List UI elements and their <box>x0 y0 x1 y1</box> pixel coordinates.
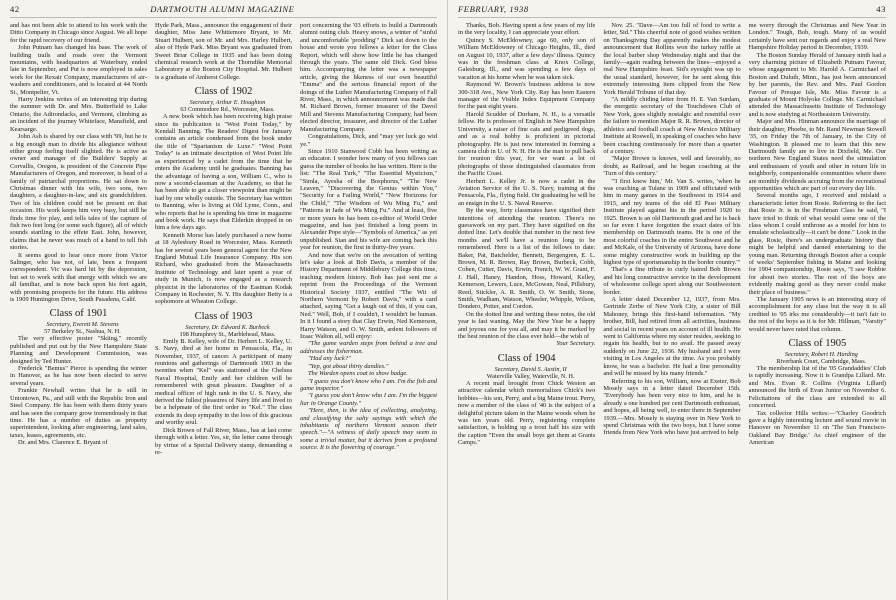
paragraph: Emily B. Kelley, wife of Dr. Herbert L. Kelley, U. S. Navy, died at her home in Pensacola, Fla., in November, 1937, of cancer. A participant of many reunions and gatherings of Dartmouth 1903 in the twenties when "Kel" was stationed at the Chelsea Naval Hospital, Emily and her children will be remembered with great pleasure. Daughter of a medical officer of high rank in the U. S. Navy, she derived the fullest pleasures of Navy life and lived to be a helpmate of the first order to "Kel." The class extends its deep sympathy in the loss of this gracious and worthy soul. <box>155 337 292 427</box>
paragraph: Thanks, Bob. Having spent a few years of my life in the very locality, I can appreciate your effort. <box>458 22 596 37</box>
secretary-address: Waterville Valley, Waterville, N. H. <box>486 372 575 380</box>
class-heading: Class of 1905 <box>788 338 847 350</box>
paragraph: Dick Brown of Fall River, Mass., has at last come through with a letter. Yes, sir, the letter came through by virtue of a Special Delivery stamp, demanding a re- <box>155 426 292 456</box>
secretary-address: Riverbank Court, Cambridge, Mass. <box>776 358 867 366</box>
quote-paragraph: "Had any luck?" <box>308 355 351 363</box>
column-group <box>10 22 437 597</box>
paragraph: port concerning the '03 efforts to build a Dartmouth alumni outing club. Heavy snows, a winter of "sinful and uncomfortable 'prodding'" Dick sat down to the house and wrote you fellows a letter for the Class Report, which will show how little he has changed through the years. The same old Dick. God bless him. Accompanying the letter was a newspaper article, giving the likeness of our own beautiful "Emma" and the serious financial report of the doings of the Luther Manufacturing Company of Fall River, Mass., in which announcement was made that M. Richard Brown, former treasurer of the Davol Mill and Stevens Manufacturing Company, had been elected director, treasurer, and director of the Luther Manufacturing Company. <box>300 22 437 133</box>
quote-paragraph: "Yep, got about thirty dandies." <box>308 362 389 370</box>
paragraph: Raymond W. Brown's business address is now 300-318 Ave., New York City. Ray has been Eastern manager of the Visible Index Equipment Company for the past eight years. <box>458 81 596 111</box>
signoff: Your Secretary. <box>556 340 596 348</box>
paragraph: Nov. 25. "Dave—Am too full of food to write a letter, Sid." This cheerful note of good wishes written on Thanksgiving Day apparently makes the modest announcement that Rollins won the turkey raffle at the local barber shop Wednesday night and that the family—again reading between the lines—enjoyed a real New Hampshire feast. Sid's eyesight was up to the usual standard, however, for he sent along this extremely interesting item clipped from the New York Herald Tribune of that day. <box>603 22 741 96</box>
paragraph: A letter dated December 12, 1937, from Mrs. Gertrude Zerbe of New York City, a sister of Bill Mahoney, brings this first-hand information. "My brother, Bill, had retired from all activities, business and social in recent years on account of ill health. He went to California where my sister resides, seeking to regain his health, but to no avail. He passed away suddenly on June 22, 1936. My husband and I were visiting in Los Angeles at the time. As you probably know, he was a bachelor. He had a fine personality and will be missed by his many friends." <box>603 296 741 378</box>
column-group <box>458 22 886 597</box>
paragraph: and has not been able to attend to his work with the Ditto Company in Chicago since August. We all hope for the rapid recovery of our friend. <box>10 22 147 44</box>
right-page <box>448 0 896 600</box>
running-head <box>10 4 437 18</box>
paragraph: Harry Jenkins writes of an interesting trip during the summer with Dr. and Mrs. Butterfield to Lake Ontario, the Adirondacks, and Vermont, climbing as an incident of the journey Whiteface, Mansfield, and Kearsarge. <box>10 96 147 133</box>
paragraph: Herbert L. Kelley Jr. is now a cadet in the Aviation Service of the U. S. Navy, training at the Pensacola, Fla., flying field. On graduating he will be an ensign in the U. S. Naval Reserve. <box>458 177 596 207</box>
secretary-address: 198 Humphrey St., Marblehead, Mass. <box>179 330 276 338</box>
paragraph: Several months ago, I received and mislaid a characteristic letter from Rosie. Referring to the fact that Rosie Jr. is in the Freshman Class he said, "I have tried to think of what would some one of the class whom I could enthrone as a model for him to emulate scholastically—it can't be done." Look in the glass, Rosie, there's an undergraduate history that might be helpful and darned entertaining to the young man. Returning through Boston after a couple of weeks' September fishing in Maine and looking for 1904 companionship, Rosie says, "I saw Robbie for about two stories. The rest of the boys are evidently making good as they never could make their place of business." <box>748 192 886 296</box>
class-secretary: Secretary, Dr. Edward K. Burbeck <box>185 323 270 331</box>
column-1 <box>458 22 595 597</box>
paragraph: Frankie Newhall writes that he is still in Uniontown, Pa., and still with the Republic Iron and Steel Company. He has been with them thirty years and has seen the company grow tremendously in that time. He has a number of duties as property superintendent, looking after engineering, land sales, taxes, leases, agreements, etc. <box>10 387 147 439</box>
class-secretary: Secretary, Everett M. Stevens <box>46 321 119 329</box>
secretary-address: 63 Commodore Rd., Worcester, Mass. <box>180 106 275 114</box>
class-heading: Class of 1903 <box>194 310 253 322</box>
paragraph: Tax collector Hills writes:—"Charley Goodrich gave a highly interesting lecture and sound movie in Hanover on November 11 on 'The San Francisco-Oakland Bay Bridge.' As chief engineer of the American <box>748 409 886 447</box>
paragraph: Dr. and Mrs. Clarence E. Bryant of <box>18 439 108 447</box>
paragraph: Quincy S. McEldowney, age 60, only son of William McEldowney of Chicago Heights, Ill., died on August 10, 1937, after a few days' illness. Quincy was in the freshman class at Knox College, Galesburg, Ill., and was spending a few days of vacation at his home when he was taken sick. <box>458 36 596 81</box>
paragraph: John Ash is shared by our class with '99, but he is a big enough man to divide his allegiance without either group feeling itself slighted. He is active as owner and manager of the Builders' Supply at Corvallis, Oregon, is president of the Concrete Pipe Manufacturers of Oregon, and moreover, is head of a family of patriarchal proportions. He sat down to Christmas dinner with his wife, two sons, two daughters, a daughter-in-law, and six grandchildren. Two of his children could not be present on that occasion. His work keeps him very busy, but still he finds time for play, and tells tales of the capture of fish two feet long (or some such figure), all of which sounds startling to the effete East. John, however, claims that he never was much of a hand to tell fish stories. <box>10 133 147 252</box>
class-heading: Class of 1901 <box>49 308 108 320</box>
paragraph: Kenneth Morse has lately purchased a new home at 18 Aylesbury Road in Worcester, Mass. Kenneth has for several years been general agent for the New England Mutual Life Insurance Company. His son Richard, who graduated from the Massachusetts Institute of Technology and later spent a year of study in Munich, is now engaged as a research physicist in the laboratories of the Eastman Kodak Company in Rochester, N. Y. His daughter Betty is a sophomore at Wheaton College. <box>155 231 292 306</box>
paragraph: The very effective poster "Skiing," recently published and put out by the New Hampshire State Planning and Development Commission, was designed by Ted Hunter. <box>10 335 147 365</box>
paragraph: "Major Brown is known, well and favorably, no doubt, as Railroad, and he began coaching at the 'Turn of this century.' <box>603 155 741 178</box>
paragraph: Since 1910 Stanwood Cobb has been writing as an educator. I wonder how many of you fellows can guess the number of books he has written. Here is the list: "The Real Turk," "The Essential Mysticism," "Simla, Ayesha of the Bosphorus," "The New Leaven," "Discovering the Genius within You," "Security for a Failing World," "New Horizons for the Child," "The Wisdom of Wu Ming Fu," and "Patterns in Jade of Wu Ming Fu." And at least, five or more years he has been co-editor of World Order magazine, and has just finished a long poem in Alexander Pope style—"Symbols of America," as yet unpublished. Stan and his wife are coming back this year for reunion, the first in thirty-five years. <box>300 147 437 252</box>
running-title: DARTMOUTH ALUMNI MAGAZINE <box>150 4 295 14</box>
paragraph: Congratulations, Dick, and "may yer luck go wid ye." <box>300 133 437 148</box>
running-head <box>458 4 886 18</box>
paragraph: The January 1905 news is an interesting story of accomplishment for any class but the way it is all credited to '05 irks me considerably—it isn't fair to the rest of the boys as it is for Mr. Hillman, "Varsity" would never have rated that column. <box>748 296 886 333</box>
column-2 <box>603 22 740 597</box>
class-heading: Class of 1904 <box>497 352 556 364</box>
paragraph: Referring to his son, William, now at Exeter, Bob Mosely says in a letter dated December 15th. "Everybody has been very nice to him, and he is already a one hundred per cent Dartmouth enthusiast, and hopes, all being well, to enter there in September 1939.—Mrs. Mosely is staying over in New York to spend Christmas with the two boys, but I have some friends from New York who have just arrived to help <box>603 377 741 437</box>
column-1 <box>10 22 147 597</box>
paragraph: And now that we're on the avocation of writing let's take a look at Bob Davis, a member of the History Department of Middlebury College this time, teaching modern history. Bob has just sent me a reprint from the Proceedings of the Vermont Historical Society 1937, entitled "The Wit of Northern Vermont by Robert Davis," with a card attached, saying "Get a laugh out of this, if you can, Ned." Well, Bob, if I couldn't, I wouldn't be human. In it I found a story that Clay Erwin, Ned Kemerson, Harry Watson, and O. W. Smith, ardent followers of Izaac Walton all, will enjoy: <box>300 251 437 341</box>
quote-paragraph: "I guess you don't know who I am. I'm the biggest liar in Orange County." <box>300 392 437 407</box>
page-number: 43 <box>876 4 886 14</box>
paragraph: It seems good to hear once more from Victor Salinger, who has not, of late, been a frequent correspondent. Vic was hard hit by the depression, but set to work with that energy with which we are all familiar, and is now back upon his feet again, with promising prospects for the future. His address is 1909 Huntington Drive, South Pasadena, Calif. <box>10 251 147 304</box>
column-2 <box>155 22 292 597</box>
class-secretary: Secretary, Arthur E. Houghton <box>189 99 266 107</box>
paragraph: By the way, forty classmates have signified their intentions of attending the reunion. There's no guesswork on my part. They have signified on the dotted line. Let's double that number in the next few months and we'll have a reunion long to be remembered. Here is a list of the fellows to date: Baker, Pat, Batchelder, Bennett, Bergengren, E. L. Brown, M. R. Brown, Ray Brown, Burbeck, Cobb, Cohen, Cutter, Davis, Erwin, French, W. W. Grant, F. J. Hall, Haney, Handon, Hoss, Howard, Kelley, Kemerson, Lewers, Luce, McGowan, Neal, Pillsbury, Reed, Stickler, A. R. Smith, O. W. Smith, Stone, Smith, Wadham, Watson, Wheeler, Whipple, Wilson, Dondero, Potter, and Cordon. <box>458 207 596 311</box>
column-3 <box>749 22 886 597</box>
paragraph: me worry through the Christmas and New Year in London." Tough, Bob, tough. Many of us would certainly have sent our regards and enjoy a real New Hampshire Holiday period in December, 1939. <box>748 22 886 52</box>
paragraph: The Boston Sunday Herald of January ninth had a very charming picture of Elizabeth Putnam Favour, whose engagement to Mr. Harold A. Carmichael of Boston and Duluth, Minn., has just been announced by her parents, the Rev. and Mrs. Paul Gordon Favour of Presque Isle, Me. Miss Favour is a graduate of Mount Holyoke College. Mr. Carmichael attended the Massachusetts Institute of Technology and is now studying at Northeastern University. <box>748 51 886 118</box>
paragraph: Hyde Park, Mass., announce the engagement of their daughter, Miss Jane Whittemore Bryant, to Mr. Stuart Hulbert, son of Mr. and Mrs. Harley Hulbert, also of Hyde Park. Miss Bryant was graduated from Sweet Briar College in 1935 and has been doing chemical research work at the Thorndike Memorial Laboratory at the Boston City Hospital. Mr. Hulbert is a graduate of Amherst College. <box>155 22 292 81</box>
running-title: FEBRUARY, 1938 <box>458 4 529 14</box>
paragraph: That's a fine tribute to curly haired Bob Brown and his long constructive service in the development of wholesome college sport along our Southwestern border. <box>603 266 741 296</box>
quote-paragraph: The Warden opens coat to show badge. <box>308 370 408 378</box>
paragraph: Harold Scudder of Durham, N. H., is a versatile fellow. He is professor of English in New Hampshire University, a raiser of fine cats and pedigreed dogs, and as a real hobby is proficient in pictorial photography. He is just now interested in forming a camera club in U. of N. H. He is the man to pull back for reunion this year, for we want a lot of photographs of those distinguished classmates from the Pacific Coast. <box>458 110 596 178</box>
page-number: 42 <box>10 4 20 14</box>
paragraph: Major and Mrs. Hinman announce the marriage of their daughter, Phoebe, to Mr. Rand Newman Stowell '35, on Friday the 7th of January, in the City of Washington. It pleased me to learn that this new Dartmouth family are to live in Dixfield, Me. Our northern New England States need the stimulation and enthusiasm of youth and other in return life in neighborly, companionable communities where there are monthly dividends accruing from the recreational opportunities which are part of our every day life. <box>748 118 886 192</box>
class-secretary: Secretary, David S. Austin, II <box>494 365 567 373</box>
paragraph: A new book which has been receiving high praise since its publication is "West Point Today," by Kendall Banning. The Readers' Digest for January contains an article condensed from the book under the title of "Spartanism de Luxe." "West Point Today" is an intimate description of West Point life as experienced by a cadet from the time that he enters the Academy until he graduates. Banning has the advantage of having a son, William C., who is now a second-classman at the Academy, so that he has been able to get a closer viewpoint than might be had by one wholly outside. The Secretary has written to Banning, who is living at Old Lyme, Conn., and who reports that he is spending his time in magazine and book work. He says that Elderkin dropped in on him a few days ago. <box>155 113 292 232</box>
class-heading: Class of 1902 <box>194 86 253 98</box>
quote-paragraph: "I guess you don't know who I am. I'm the fish and game inspector." <box>300 377 437 392</box>
paragraph: Frederick "Bemus" Pierce is spending the winter in Hanover, as he has now been elected to serve several years. <box>10 365 147 387</box>
paragraph: A recent mail brought from Chick Weston an attractive calendar which memorializes Chick's two hobbies—his son, Perry, and a big Maine trout. Perry, now a member of the class of '40 is the subject of a delightful picture taken in the Maine woods when he was ten years old. Perry, registering complete satisfaction, is holding up a trout half his size with the caption "Even the small boys get them at Grants Camps." <box>458 379 596 447</box>
class-secretary: Secretary, Robert H. Harding <box>784 351 858 359</box>
quote-paragraph: "The game warden steps from behind a tree and addresses the fisherman. <box>300 340 437 355</box>
paragraph: "'I first knew him,' Mr. Van S. writes, 'when he was coaching at Tulane in 1909 and officiated with him in many games in the Southwest in 1914 and 1915, and my teams of the old El Paso Military Institute played against his in the period 1920 to 1925. Brown is an old Dartmouth grad and he is back so far even I have forgotten the exact dates of his membership on Dartmouth teams. He is one of the most colorful coaches in the entire Southwest and he and McKale, of the University of Arizona, have done some mighty constructive work in building up the highest type of sportsmanship in the border country.'" <box>603 177 741 266</box>
paragraph: "A mildly chiding letter from H. E. Van Surdam, the energetic secretary of the Touchdown Club of New York, goes slightly nostalgic and resentful over the failure to mention Major R. R. Brown, director of athletics and football coach at New Mexico Military Institute at Roswell, in speaking of coaches who have been coaching continuously for more than a quarter of a century. <box>603 96 741 155</box>
paragraph: John Putnam has changed his base. The work of building trails and roads over the Vermont mountains, with headquarters at Waterbury, ended late in September, and Put is now employed in sales work for the Rexair Company, manufacturers of air-washers and conditioners, and is located at 44 North St., Montpelier, Vt. <box>10 44 147 96</box>
secretary-address: 57 Berkeley St., Nashua, N. H. <box>44 328 121 336</box>
paragraph: On the dotted line and writing these notes, the old year is fast waning. May the New Year be a happy and joyous one for you all, and may it be marked by the best reunion of the class ever held—the wish of <box>458 310 596 341</box>
column-3 <box>300 22 437 597</box>
paragraph: The membership list of the '05 Grandaddies' Club is rapidly increasing. Now it is Grandpa Lillard. Mr. and Mrs. Evan R. Collins (Virginia Lillard) announced the birth of Evan Junior on November 6. Felicitations of the class are extended to all concerned. <box>748 365 886 410</box>
quote-paragraph: "Here, then, is the idea of collecting, analyzing, and classifying the salty sayings with which the inhabitants of northern Vermont season their speech."—"A witness of daily speech may seem to some a trivial matter, but it derives from a profound source. It is the flowering of courage." <box>300 407 437 452</box>
